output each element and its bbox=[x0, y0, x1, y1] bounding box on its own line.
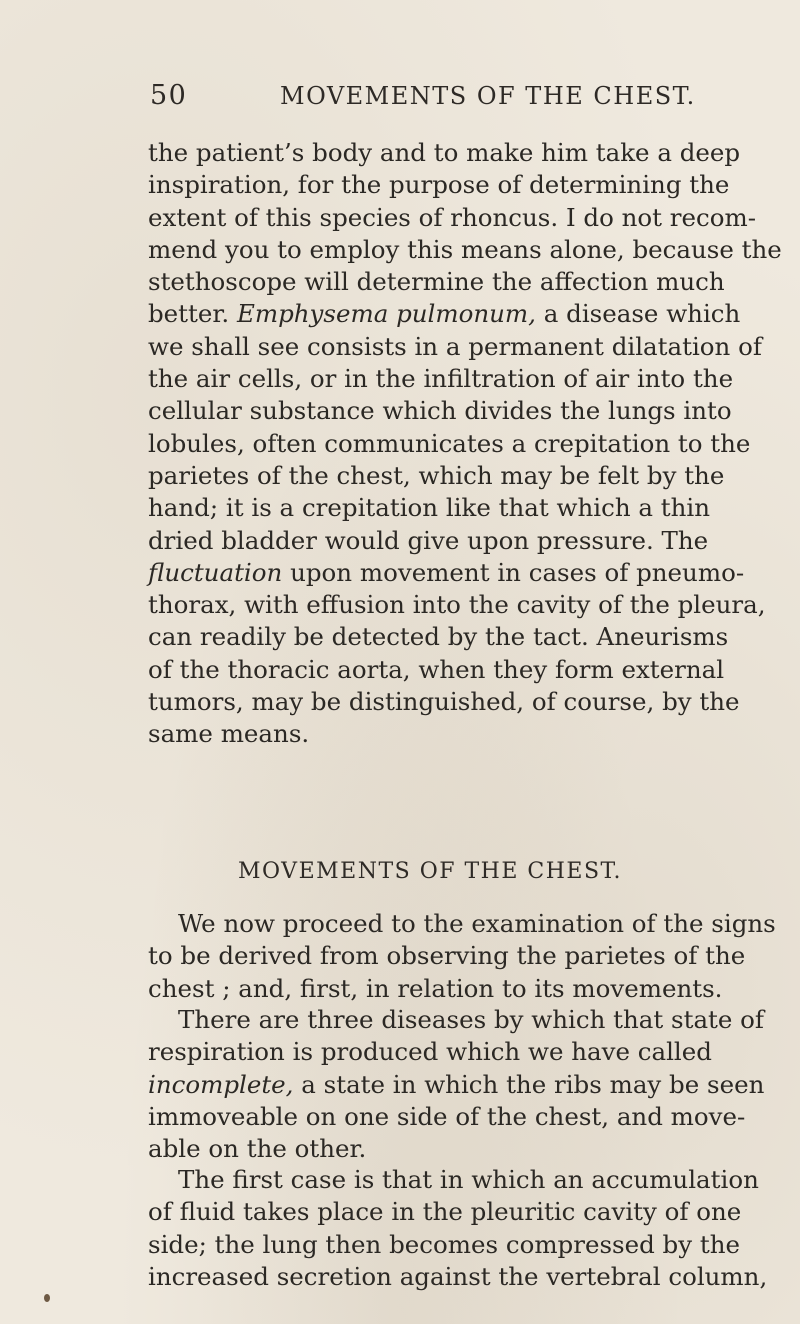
text-line: thorax, with effusion into the cavity of the pleura, bbox=[148, 590, 766, 620]
text-line: tumors, may be distinguished, of course, by the bbox=[148, 687, 740, 717]
text-line: the air cells, or in the infiltration of air into the bbox=[148, 364, 734, 394]
text-line: We now proceed to the examination of the signs bbox=[178, 909, 776, 938]
paragraph-1 bbox=[148, 137, 782, 751]
text-line-with-italic: fluctuation upon movement in cases of pneumo- bbox=[148, 557, 745, 587]
text-line: mend you to employ this means alone, because the bbox=[148, 234, 782, 264]
italic-phrase: fluctuation bbox=[148, 557, 283, 587]
text-line: we shall see consists in a permanent dilatation of bbox=[148, 331, 762, 361]
text-line: inspiration, for the purpose of determining the bbox=[148, 170, 730, 200]
text-line-with-italic: incomplete, a state in which the ribs may be seen bbox=[148, 1069, 765, 1099]
running-title: MOVEMENTS OF THE CHEST. bbox=[280, 82, 696, 110]
text-line: immoveable on one side of the chest, and move- bbox=[148, 1101, 746, 1131]
text-line: dried bladder would give upon pressure. The bbox=[148, 525, 709, 555]
text-line: the patient’s body and to make him take a deep bbox=[148, 138, 741, 167]
text-line: parietes of the chest, which may be felt by the bbox=[148, 460, 725, 490]
paragraph-2 bbox=[148, 908, 776, 1005]
italic-phrase: incomplete, bbox=[148, 1069, 294, 1099]
paragraph-3 bbox=[148, 1004, 765, 1165]
text-line: able on the other. bbox=[148, 1134, 367, 1164]
text-line: stethoscope will determine the affection much bbox=[148, 267, 725, 297]
text-line: increased secretion against the vertebral column, bbox=[148, 1261, 768, 1291]
text-line: of fluid takes place in the pleuritic cavity of one bbox=[148, 1197, 742, 1227]
text-line: chest ; and, first, in relation to its movements. bbox=[148, 973, 723, 1003]
paragraph-4 bbox=[148, 1164, 768, 1293]
text-line: The first case is that in which an accumulation bbox=[178, 1165, 759, 1194]
text-line: respiration is produced which we have called bbox=[148, 1037, 712, 1067]
running-head bbox=[150, 80, 710, 120]
text-line-with-italic: better. Emphysema pulmonum, a disease which bbox=[148, 299, 741, 329]
text-line: lobules, often communicates a crepitation to the bbox=[148, 428, 751, 458]
text-line: extent of this species of rhoncus. I do not recom- bbox=[148, 202, 756, 232]
paper-speck bbox=[44, 1294, 50, 1302]
text-line: cellular substance which divides the lungs into bbox=[148, 396, 732, 426]
section-heading: MOVEMENTS OF THE CHEST. bbox=[238, 859, 622, 884]
text-line: of the thoracic aorta, when they form external bbox=[148, 654, 725, 684]
text-line: can readily be detected by the tact. Aneurisms bbox=[148, 622, 729, 652]
text-line: to be derived from observing the parietes of the bbox=[148, 941, 746, 971]
italic-phrase: Emphysema pulmonum, bbox=[236, 299, 536, 329]
text-line: hand; it is a crepitation like that which a thin bbox=[148, 493, 711, 523]
text-line: same means. bbox=[148, 719, 310, 749]
text-line: There are three diseases by which that state of bbox=[178, 1005, 765, 1034]
page-number: 50 bbox=[150, 80, 188, 111]
text-line: side; the lung then becomes compressed by the bbox=[148, 1229, 740, 1259]
